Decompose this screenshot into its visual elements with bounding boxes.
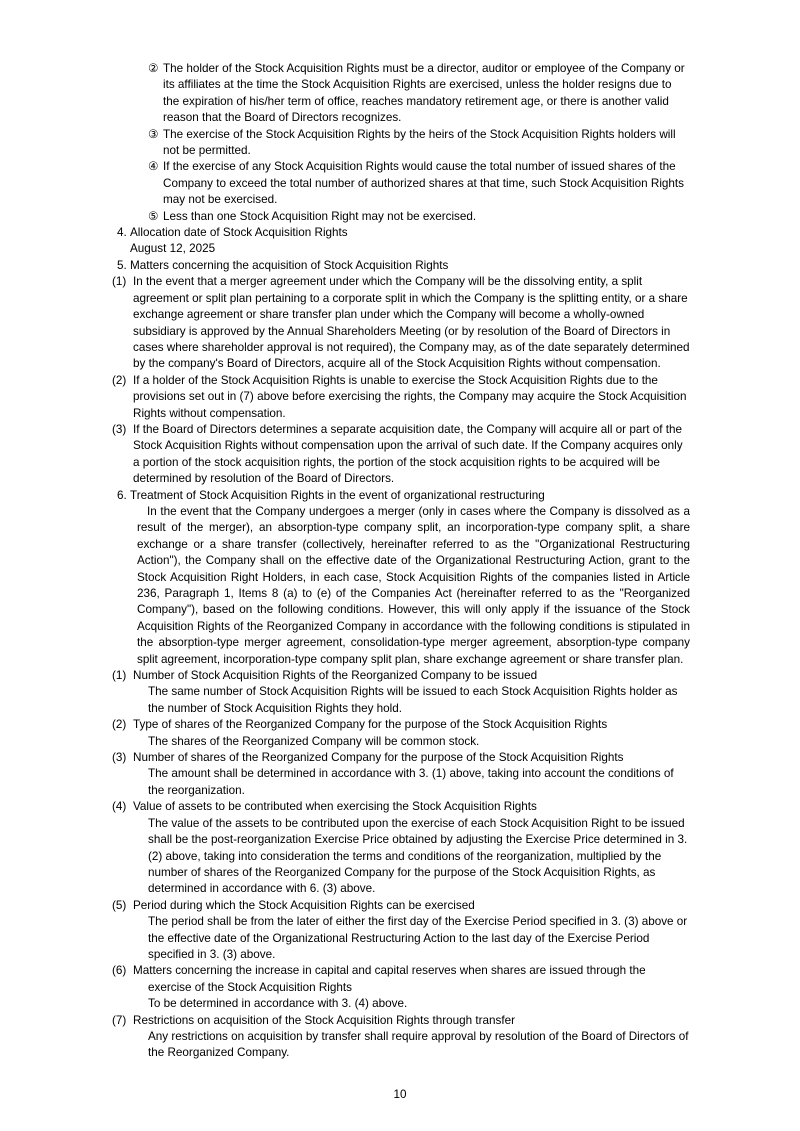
list-marker: (1): [112, 669, 127, 683]
paragraph: [112, 766, 690, 799]
paragraph: [112, 684, 690, 717]
list-marker: (2): [112, 718, 127, 732]
block-text: August 12, 2025: [130, 242, 216, 256]
paragraph: [112, 241, 690, 257]
list-item: [112, 258, 690, 274]
list-marker: 5.: [117, 258, 127, 272]
list-item: [112, 963, 690, 996]
list-marker: (5): [112, 898, 127, 912]
list-item: [112, 422, 690, 488]
list-marker: ⑤: [148, 209, 159, 223]
block-text: Allocation date of Stock Acquisition Rights: [130, 226, 348, 240]
list-marker: 6.: [117, 488, 127, 502]
paragraph: [112, 504, 690, 668]
list-marker: 4.: [117, 226, 127, 240]
list-item: [112, 61, 690, 127]
block-text: In the event that the Company undergoes a merger (only in cases where the Company is dissolved as a result of the merger), an absorption-type company split, an incorporation-type company split, a share exchange or a share transfer (collectively, hereinafter referred to as the "Organizational Restructuring Action"), the Company shall on the effective date of the Organizational Restructuring Action, grant to the Stock Acquisition Right Holders, in each case, Stock Acquisition Rights of the companies listed in Article 236, Paragraph 1, Items 8 (a) to (e) of the Companies Act (hereinafter referred to as the "Reorganized Company"), based on the following conditions. However, this will only apply if the issuance of the Stock Acquisition Rights of the Reorganized Company in accordance with the following conditions is stipulated in the absorption-type merger agreement, consolidation-type merger agreement, absorption-type company split agreement, incorporation-type company split plan, share exchange agreement or share transfer plan.: [137, 504, 690, 666]
list-item: [112, 225, 690, 241]
list-marker: (2): [112, 373, 127, 387]
list-item: [112, 209, 690, 225]
block-text: To be determined in accordance with 3. (4) above.: [148, 997, 408, 1011]
block-text: Number of shares of the Reorganized Company for the purpose of the Stock Acquisition Rights: [133, 751, 624, 765]
block-text: Period during which the Stock Acquisition Rights can be exercised: [133, 898, 475, 912]
paragraph: [112, 816, 690, 898]
block-text: Less than one Stock Acquisition Right may not be exercised.: [163, 209, 477, 223]
list-marker: (7): [112, 1013, 127, 1027]
block-text: The period shall be from the later of either the first day of the Exercise Period specified in 3. (3) above or the effective date of the Organizational Restructuring Action to the last day of the Exercise Period specified in 3. (3) above.: [148, 915, 688, 961]
list-marker: ③: [148, 127, 159, 141]
block-text: The same number of Stock Acquisition Rights will be issued to each Stock Acquisition Rights holder as the number of Stock Acquisition Rights they hold.: [148, 685, 678, 715]
block-text: Type of shares of the Reorganized Company for the purpose of the Stock Acquisition Rights: [133, 718, 608, 732]
list-item: [112, 373, 690, 422]
list-item: [112, 717, 690, 733]
paragraph: [112, 734, 690, 750]
page-number: 10: [393, 1087, 407, 1101]
list-marker: (3): [112, 751, 127, 765]
list-marker: (4): [112, 800, 127, 814]
list-marker: ④: [148, 160, 159, 174]
block-text: Treatment of Stock Acquisition Rights in the event of organizational restructuring: [130, 488, 545, 502]
paragraph: [112, 996, 690, 1012]
list-item: [112, 488, 690, 504]
block-text: If the Board of Directors determines a separate acquisition date, the Company will acquire all or part of the Stock Acquisition Rights without compensation upon the arrival of such date. If the Company acquires only a portion of the stock acquisition rights, the portion of the stock acquisition rights to be acquired will be determined by resolution of the Board of Directors.: [133, 422, 683, 486]
list-marker: (3): [112, 422, 127, 436]
block-text: If the exercise of any Stock Acquisition Rights would cause the total number of issued shares of the Company to exceed the total number of authorized shares at that time, such Stock Acquisition Rights may not be exercised.: [163, 160, 685, 207]
paragraph: [112, 1029, 690, 1062]
block-text: The value of the assets to be contributed upon the exercise of each Stock Acquisition Right to be issued shall be the post-reorganization Exercise Price obtained by adjusting the Exercise Price determined in 3. (2) above, taking into consideration the terms and conditions of the reorganization, multiplied by the number of shares of the Reorganized Company for the purpose of the Stock Acquisition Rights, as determined in accordance with 6. (3) above.: [148, 816, 688, 896]
block-text: The exercise of the Stock Acquisition Rights by the heirs of the Stock Acquisition Rights holders will not be permitted.: [163, 127, 676, 158]
list-item: [112, 750, 690, 766]
block-text: The holder of the Stock Acquisition Rights must be a director, auditor or employee of the Company or its affiliates at the time the Stock Acquisition Rights are exercised, unless the holder resigns due to the expiration of his/her term of office, reaches mandatory retirement age, or there is another valid reason that the Board of Directors recognizes.: [163, 62, 685, 125]
block-text: Matters concerning the increase in capital and capital reserves when shares are issued through the exercise of the Stock Acquisition Rights: [133, 964, 646, 994]
list-marker: (6): [112, 964, 127, 978]
list-item: [112, 799, 690, 815]
block-text: The shares of the Reorganized Company will be common stock.: [148, 734, 480, 748]
block-text: Value of assets to be contributed when exercising the Stock Acquisition Rights: [133, 800, 537, 814]
block-text: Any restrictions on acquisition by transfer shall require approval by resolution of the Board of Directors of the Reorganized Company.: [148, 1029, 689, 1060]
block-text: The amount shall be determined in accordance with 3. (1) above, taking into account the conditions of the reorganization.: [148, 767, 674, 797]
list-item: [112, 1013, 690, 1029]
block-text: If a holder of the Stock Acquisition Rights is unable to exercise the Stock Acquisition Rights due to the provisions set out in (7) above before exercising the rights, the Company may acquire the Stock Acquisition Rights without compensation.: [133, 373, 687, 420]
block-text: In the event that a merger agreement under which the Company will be the dissolving entity, a split agreement or split plan pertaining to a corporate split in which the Company is the splitting entity, or a share exchange agreement or share transfer plan under which the Company will become a wholly-owned subsidiary is approved by the Annual Shareholders Meeting (or by resolution of the Board of Directors in cases where shareholder approval is not required), the Company may, as of the date separately determined by the company's Board of Directors, acquire all of the Stock Acquisition Rights without compensation.: [133, 275, 690, 371]
list-marker: ②: [148, 62, 159, 75]
list-item: [112, 668, 690, 684]
list-item: [112, 898, 690, 914]
block-text: Number of Stock Acquisition Rights of the Reorganized Company to be issued: [133, 669, 538, 683]
list-marker: (1): [112, 275, 127, 289]
list-item: [112, 127, 690, 160]
list-item: [112, 274, 690, 372]
block-text: Restrictions on acquisition of the Stock Acquisition Rights through transfer: [133, 1013, 515, 1027]
document-body: [112, 61, 690, 1062]
list-item: [112, 159, 690, 208]
paragraph: [112, 914, 690, 963]
block-text: Matters concerning the acquisition of Stock Acquisition Rights: [130, 258, 449, 272]
